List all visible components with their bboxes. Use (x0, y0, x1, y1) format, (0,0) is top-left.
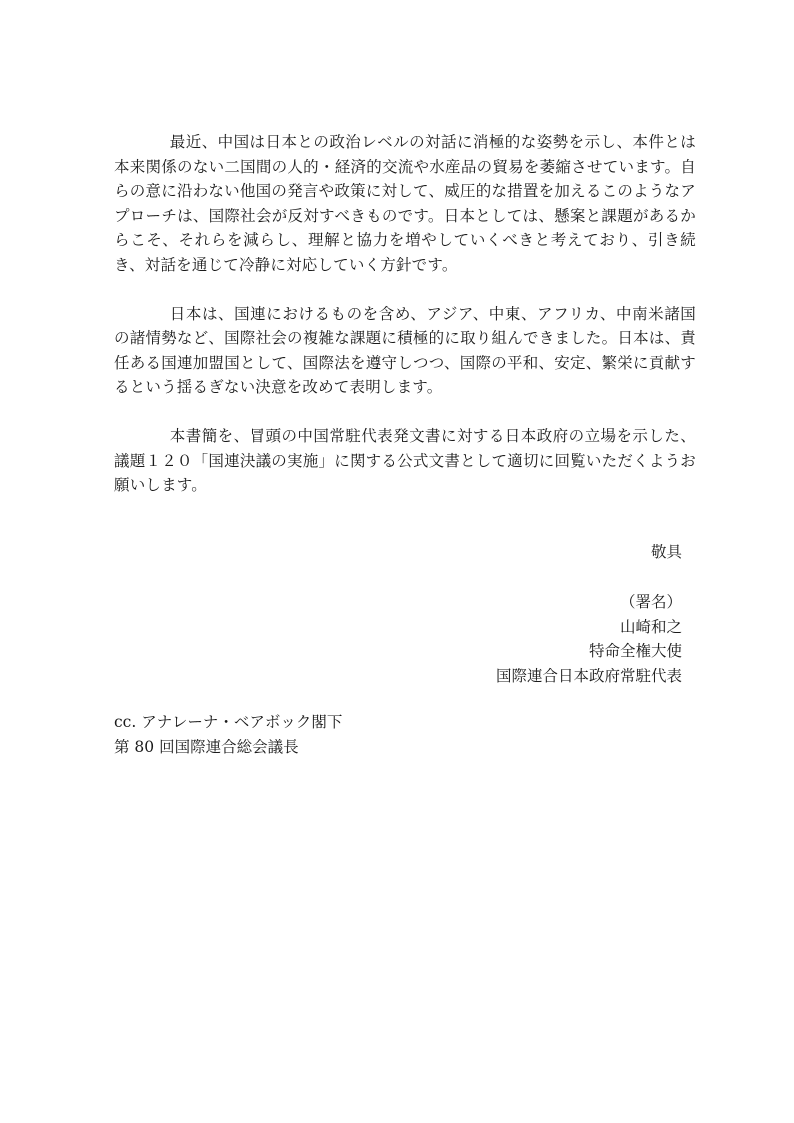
paragraph-2: 日本は、国連におけるものを含め、アジア、中東、アフリカ、中南米諸国の諸情勢など、国際社会の複雑な課題に積極的に取り組んできました。日本は、責任ある国連加盟国として、国際法を遵守しつつ、国際の平和、安定、繁栄に貢献するという揺るぎない決意を改めて表明します。 (114, 304, 696, 397)
closing-salutation: 敬具 (650, 543, 682, 561)
signed-mark: （署名） (619, 593, 682, 611)
signatory-position: 国際連合日本政府常駐代表 (495, 666, 682, 685)
cc-recipient: cc. アナレーナ・ベアボック閣下 (114, 713, 343, 731)
cc-recipient-title: 第 80 回国際連合総会議長 (114, 737, 299, 756)
paragraph-3: 本書簡を、冒頭の中国常駐代表発文書に対する日本政府の立場を示した、議題１２０「国連決議の実施」に関する公式文書として適切に回覧いただくようお願いします。 (114, 426, 696, 495)
letter-body (114, 130, 696, 498)
paragraph-1: 最近、中国は日本との政治レベルの対話に消極的な姿勢を示し、本件とは本来関係のない二国間の人的・経済的交流や水産品の貿易を萎縮させています。自らの意に沿わない他国の発言や政策に対して、威圧的な措置を加えるこのようなアプローチは、国際社会が反対すべきものです。日本としては、懸案と課題があるからこそ、それらを減らし、理解と協力を増やしていくべきと考えており、引き続き、対話を通じて冷静に対応していく方針です。 (114, 133, 696, 274)
signatory-title: 特命全権大使 (588, 642, 682, 661)
cc-block (114, 710, 682, 759)
signature-block (114, 590, 682, 688)
signatory-name: 山崎和之 (619, 617, 682, 636)
